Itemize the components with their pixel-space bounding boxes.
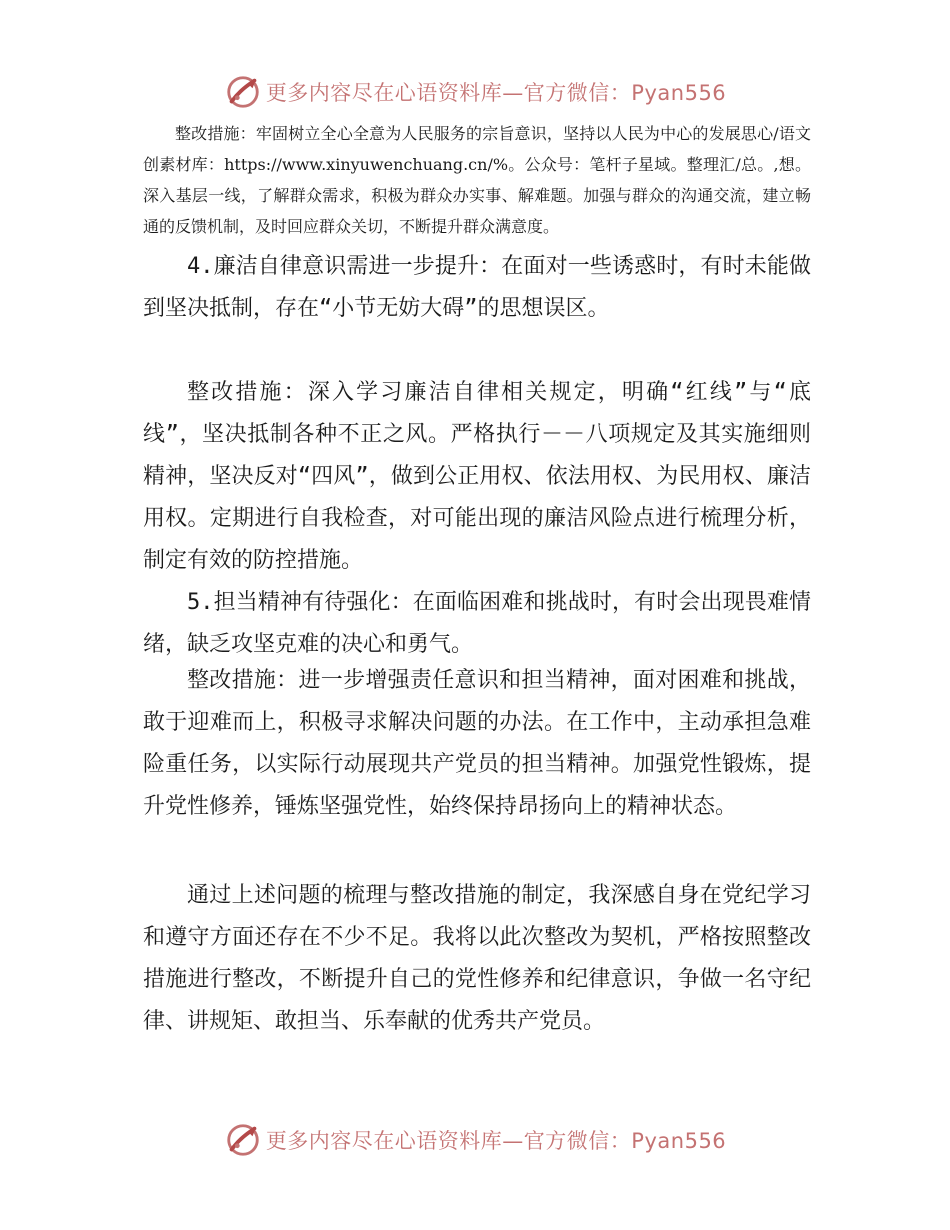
intro-paragraph: 整改措施：牢固树立全心全意为人民服务的宗旨意识，坚持以人民为中心的发展思心/语文创素材库：https://www.xinyuwenchuang.cn/%。公众号：笔杆子星域。整理汇/总。,想。深入基层一线，了解群众需求，积极为群众办实事、解难题。加强与群众的沟通交流，建立畅通的反馈机制，及时回应群众关切，不断提升群众满意度。: [143, 124, 811, 236]
footer-banner: [0, 1120, 950, 1160]
conclusion-paragraph: 通过上述问题的梳理与整改措施的制定，我深感自身在党纪学习和遵守方面还存在不少不足。我将以此次整改为契机，严格按照整改措施进行整改，不断提升自己的党性修养和纪律意识，争做一名守纪律、讲规矩、敢担当、乐奉献的优秀共产党员。: [143, 883, 811, 1034]
item5-measures: 整改措施：进一步增强责任意识和担当精神，面对困难和挑战，敢于迎难而上，积极寻求解决问题的办法。在工作中，主动承担急难险重任务，以实际行动展现共产党员的担当精神。加强党性锻炼，提升党性修养，锤炼坚强党性，始终保持昂扬向上的精神状态。: [143, 668, 811, 819]
item4-measures: 整改措施：深入学习廉洁自律相关规定，明确“红线”与“底线”，坚决抵制各种不正之风。严格执行－－八项规定及其实施细则精神，坚决反对“四风”，做到公正用权、依法用权、为民用权、廉洁用权。定期进行自我检查，对可能出现的廉洁风险点进行梳理分析，制定有效的防控措施。: [143, 380, 811, 573]
footer-banner-text: 更多内容尽在心语资料库—官方微信：Pyan556: [265, 1129, 727, 1153]
item5-problem: 5.担当精神有待强化：在面临困难和挑战时，有时会出现畏难情绪，缺乏攻坚克难的决心和勇气。: [143, 590, 811, 657]
header-banner-text: 更多内容尽在心语资料库—官方微信：Pyan556: [265, 81, 727, 105]
header-banner: [0, 72, 950, 112]
logo-icon: [224, 73, 262, 111]
item4-problem: 4.廉洁自律意识需进一步提升：在面对一些诱惑时，有时未能做到坚决抵制，存在“小节无妨大碍”的思想误区。: [143, 254, 811, 321]
logo-icon: [224, 1121, 262, 1159]
